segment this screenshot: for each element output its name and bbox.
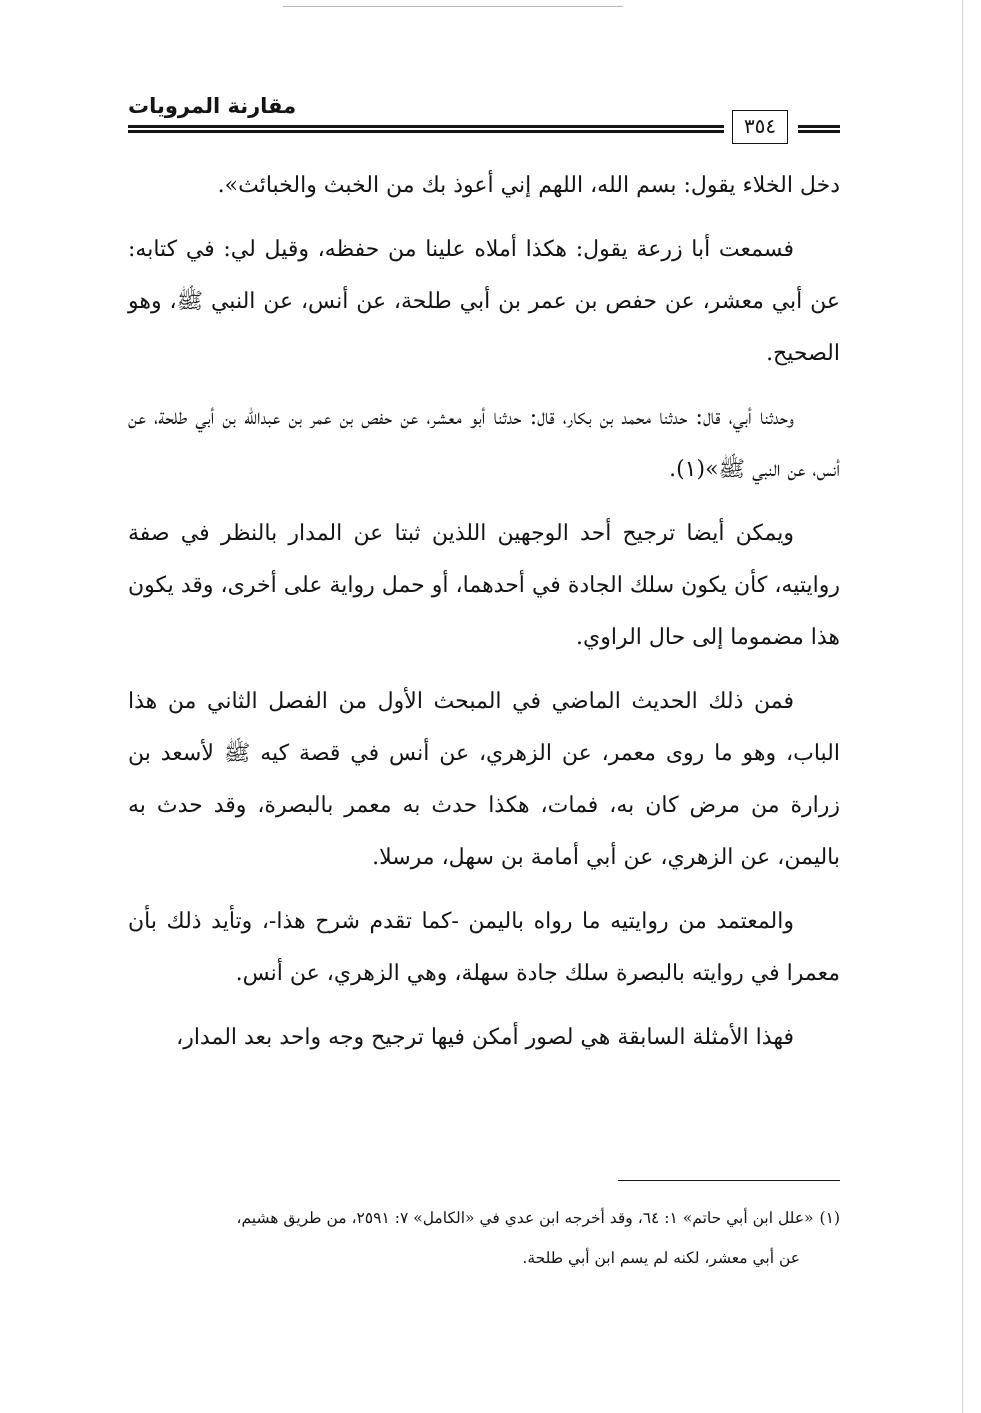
header-rule-short-bottom (798, 130, 840, 133)
footnote-number: (١) (819, 1209, 840, 1227)
page-number: ٣٥٤ (732, 110, 788, 144)
running-title: مقارنة المرويات (128, 94, 297, 118)
header-rule-top (128, 125, 724, 128)
header-rule-short-top (798, 125, 840, 128)
paragraph: فمن ذلك الحديث الماضي في المبحث الأول من الفصل الثاني من هذا الباب، وهو ما روى معمر، عن الزهري، عن أنس في قصة كيه ﷺ لأسعد بن زرارة من مرض كان به، فمات، هكذا حدث به معمر بالبصرة، وقد حدث به باليمن، عن الزهري، عن أبي أمامة بن سهل، مرسلا. (128, 689, 840, 870)
main-text (128, 160, 840, 1076)
header-rule-bottom (128, 130, 724, 133)
paragraph: دخل الخلاء يقول: بسم الله، اللهم إني أعوذ بك من الخبث والخبائث». (217, 173, 840, 198)
footnote (128, 1198, 840, 1278)
footnote-line-2: عن أبي معشر، لكنه لم يسم ابن أبي طلحة. (522, 1249, 800, 1267)
page-header (128, 92, 840, 152)
footnote-line-1: «علل ابن أبي حاتم» ١: ٦٤، وقد أخرجه ابن عدي في «الكامل» ٧: ٢٥٩١، من طريق هشيم، (236, 1209, 814, 1227)
paragraph: ويمكن أيضا ترجيح أحد الوجهين اللذين ثبتا عن المدار بالنظر في صفة روايتيه، كأن يكون سلك الجادة في أحدهما، أو حمل رواية على أخرى، وقد يكون هذا مضموما إلى حال الراوي. (128, 521, 840, 650)
top-edge-rule (283, 6, 623, 7)
paragraph: والمعتمد من روايتيه ما رواه باليمن -كما تقدم شرح هذا-، وتأيد ذلك بأن معمرا في روايته بالبصرة سلك جادة سهلة، وهي الزهري، عن أنس. (128, 909, 840, 986)
page-edge-line (962, 0, 963, 1413)
paragraph: وحدثنا أبي، قال: حدثنا محمد بن بكار، قال: حدثنا أبو معشر، عن حفص بن عمر بن عبدالله بن أبي طلحة، عن أنس، عن النبي ﷺ»(١). (128, 405, 840, 482)
footnote-separator (618, 1180, 840, 1181)
paragraph: فسمعت أبا زرعة يقول: هكذا أملاه علينا من حفظه، وقيل لي: في كتابه: عن أبي معشر، عن حفص بن عمر بن أبي طلحة، عن أنس، عن النبي ﷺ، وهو الصحيح. (128, 237, 840, 366)
paragraph: فهذا الأمثلة السابقة هي لصور أمكن فيها ترجيح وجه واحد بعد المدار، (176, 1025, 794, 1050)
